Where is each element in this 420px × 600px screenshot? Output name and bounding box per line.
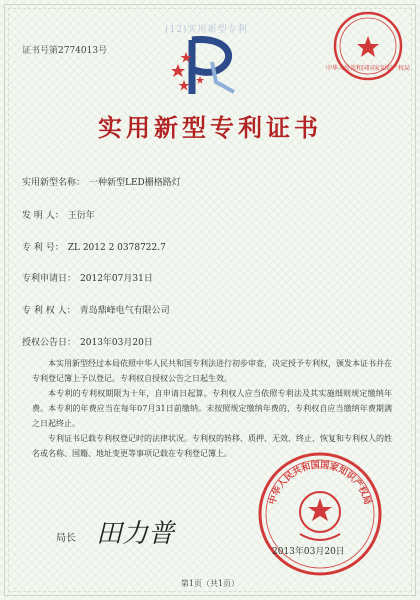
body-paragraph: 专利证书记载专利权登记时的法律状况。专利权的转移、质押、无效、终止、恢复和专利权人的姓名或名称、国籍、地址变更等事项记载在专利登记簿上。: [32, 434, 392, 458]
bottom-seal-text: 中华人民共和国国家知识产权局: [267, 460, 373, 506]
certificate-body: [32, 356, 392, 461]
filing-date-row: [22, 271, 153, 284]
top-seal-text: 中华人民共和国国家知识产权局: [325, 65, 411, 72]
inventor-label: 发 明 人：: [22, 211, 64, 221]
seal-date: 2013年03月20日: [272, 547, 345, 557]
inventor-row: [22, 208, 95, 221]
page-number: 第1页（共1页）: [180, 579, 240, 588]
certificate-number: 证书号第2774013号: [22, 46, 108, 56]
patentee-value: 青岛鼎峰电气有限公司: [79, 306, 170, 316]
grant-date-value: 2013年03月20日: [80, 338, 153, 348]
bottom-seal-icon: [256, 450, 384, 578]
patent-number-label: 专 利 号：: [22, 243, 64, 253]
utility-model-name-row: [22, 175, 181, 188]
certificate-title: 实用新型专利证书: [98, 113, 322, 142]
filing-date-value: 2012年07月31日: [80, 274, 153, 284]
watermark-text: (12)实用新型专利: [165, 25, 248, 35]
patent-number-value: ZL 2012 2 0378722.7: [67, 243, 166, 253]
utility-model-name-value: 一种新型LED栅格路灯: [89, 178, 181, 188]
patent-number-row: [22, 240, 166, 253]
svg-text:田力普: 田力普: [96, 519, 175, 549]
patentee-row: [22, 303, 170, 316]
patentee-label: 专 利 权 人：: [22, 306, 76, 316]
director-signature: [92, 512, 197, 552]
inventor-value: 王衍年: [67, 211, 95, 221]
grant-date-label: 授权公告日：: [22, 338, 77, 348]
director-label: 局长: [56, 533, 76, 544]
utility-model-name-label: 实用新型名称：: [22, 178, 86, 188]
body-paragraph: 本专利的专利权期限为十年，自申请日起算。专利权人应当依照专利法及其实施细则规定缴纳年费。本专利的年费应当在每年07月31日前缴纳。未按照规定缴纳年费的，专利权自应当缴纳年费期满之日起终止。: [32, 389, 392, 428]
sipo-logo-icon: [172, 32, 248, 102]
filing-date-label: 专利申请日：: [22, 274, 77, 284]
top-seal-icon: [325, 10, 411, 82]
body-paragraph: 本实用新型经过本局依照中华人民共和国专利法进行初步审查，决定授予专利权，颁发本证书并在专利登记簿上予以登记。专利权自授权公告之日起生效。: [32, 359, 392, 383]
grant-date-row: [22, 335, 153, 348]
